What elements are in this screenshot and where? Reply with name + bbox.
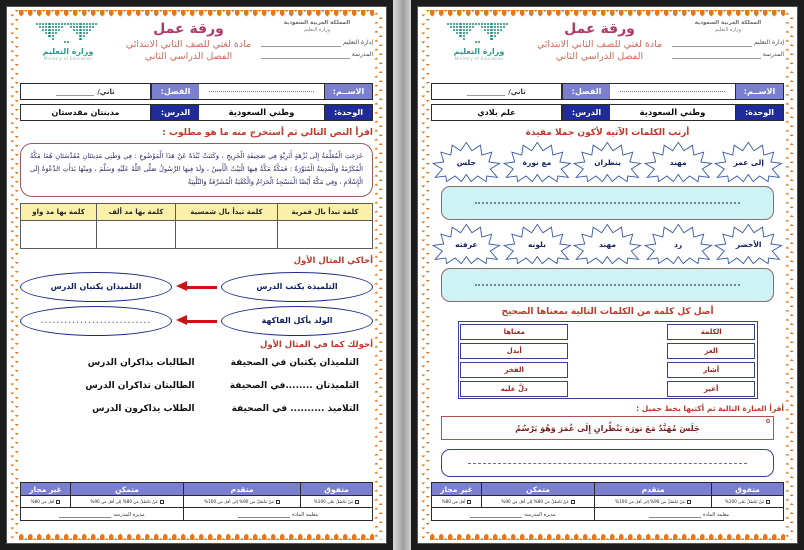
starburst-word xyxy=(431,223,502,265)
starburst-label: ينظران xyxy=(594,157,621,167)
starburst-label: مع نورة xyxy=(522,157,552,167)
starburst-word xyxy=(713,223,784,265)
answer-box-2[interactable] xyxy=(441,268,774,302)
name-label: الاســم: xyxy=(735,84,783,99)
term-line: الفصل الدراسي الثاني xyxy=(555,51,644,62)
school-blank[interactable] xyxy=(261,52,350,59)
sentence-prompt: الطالبتان تذاكران الدرس xyxy=(85,380,195,391)
sentence-answer[interactable]: التلميذان يكتبان في الصحيفة xyxy=(230,357,359,368)
name-class-row-left xyxy=(20,83,373,100)
match-word[interactable]: أغير xyxy=(667,381,755,397)
name-input[interactable] xyxy=(199,84,324,99)
starburst-label: رد xyxy=(674,239,683,249)
starburst-label: مهند xyxy=(599,239,617,249)
table-row xyxy=(21,220,373,248)
kingdom-line-1: المملكة العربية السعودية xyxy=(283,20,351,26)
reading-paragraph: خَرَجَتِ الْمُعَلِّمَةُ إِلَى نُزْهَةٍ أَثَرِيَّةٍ فِي صَحِيفَةِ الْخَرِيجِ ، وَكَتَبَتْ نُبْذَةً عَنْ هَذَا الْمَوْضُوعِ : فِي وَطَنِي مَدِينَتَانِ مُقَدَّسَتَانِ هُمَا مَكَّةُ الْمُكَرَّمَةُ وَالْمَدِينَةُ الْمُنَوَّرَةُ : فَمَكَّةُ مَكَّةُ فِيهَا الْبَيْتُ الْأَمِينُ ، وَلَدَ فِيهَا الرَّسُولُ صَلَّى اللَّهُ عَلَيْهِ وَسَلَّمَ ، وَمِنْهَا بَدَأَتِ الدَّعْوَةُ إِلَى الْإِسْلَامِ ، وَفِي مَكَّةَ أَيْضًا الْمَسْجِدُ الْحَرَامُ وَالْكَعْبَةُ الْمُشَرَّفَةُ وَالتَّلْبِيَةُ xyxy=(20,143,373,197)
signature-teacher[interactable]: معلمة المادة xyxy=(595,508,784,521)
match-header-word: الكلمة xyxy=(667,324,755,340)
subject-line: مادة لغتي للصف الثاني الابتدائي xyxy=(536,39,663,50)
unit-label: الوحدة: xyxy=(735,105,783,120)
yl-header-0: كلمة تبدأ بال قمرية xyxy=(277,203,372,220)
unit-value: وطني السعودية xyxy=(639,107,706,118)
arrow-icon xyxy=(176,318,217,324)
copy-sentence-box xyxy=(441,416,774,440)
kingdom-line-2: وزارة التعليم xyxy=(303,27,331,34)
name-class-row-right xyxy=(431,83,784,100)
pin-icon xyxy=(766,419,770,423)
grade-header-3: غير مجاز xyxy=(21,483,71,496)
ministry-logo-label: وزارة التعليم xyxy=(453,47,505,56)
unit-lesson-row-right xyxy=(431,104,784,121)
page-title: ورقة عمل xyxy=(564,21,635,37)
grade-header-2: متمكن xyxy=(70,483,183,496)
oval-source-2: الولد يأكل الفاكهة xyxy=(221,306,373,336)
instruction-copy: أقرأ العبارة التالية ثم أكتبها بخط جميل : xyxy=(636,404,784,413)
yl-answer-cell[interactable] xyxy=(277,220,372,248)
sentence-answer[interactable]: التلاميذ .......... في الصحيفة xyxy=(231,403,359,414)
match-meaning[interactable]: أبدل xyxy=(460,343,568,359)
ministry-logo-icon xyxy=(36,23,100,45)
match-meaning[interactable]: دلَّ عليه xyxy=(460,381,568,397)
oval-row-1 xyxy=(20,270,373,304)
oval-target-2[interactable]: ............................ xyxy=(20,306,172,336)
school-label: المدرسة xyxy=(762,50,784,58)
grade-header-1: متقدم xyxy=(595,483,712,496)
starburst-word xyxy=(502,141,573,183)
ministry-logo-block-left xyxy=(20,19,116,61)
oval-target-1: التلميذان يكتبان الدرس xyxy=(20,272,172,302)
list-item xyxy=(20,358,373,368)
heading-example: أحاكي المثال الأول xyxy=(293,255,373,266)
edu-admin-label: إدارة التعليم xyxy=(343,38,373,46)
grade-criteria-2[interactable]: مَنْ تَحْصُلُ من 80% إلى أقل من 90% xyxy=(70,496,183,508)
grade-criteria-3[interactable]: أقل من 80% xyxy=(432,496,482,508)
match-table xyxy=(458,321,758,399)
edu-admin-blank[interactable] xyxy=(261,40,341,47)
ministry-logo-label-en: Ministry of Education xyxy=(43,56,93,61)
starburst-word xyxy=(713,141,784,183)
starburst-word xyxy=(643,141,714,183)
arrow-icon xyxy=(176,284,217,290)
match-header-meaning: معناها xyxy=(460,324,568,340)
kingdom-block-left xyxy=(261,19,373,59)
list-item xyxy=(20,404,373,414)
answer-box-1[interactable] xyxy=(441,186,774,220)
term-line: الفصل الدراسي الثاني xyxy=(144,51,233,62)
copy-sentence-text: جَلَسَ مُهَنَّدٌ مَعَ نورَة يَنْظُرانِ إِلَى عُمَرَ وَهُوَ يَرْسُمُ xyxy=(515,423,700,433)
match-meaning[interactable]: الفخر xyxy=(460,362,568,378)
ministry-logo-label-en: Ministry of Education xyxy=(454,56,504,61)
ministry-logo-icon xyxy=(447,23,511,45)
yl-header-3: كلمة بها مد واو xyxy=(21,203,97,220)
name-input[interactable] xyxy=(610,84,735,99)
starburst-label: عرفته xyxy=(455,239,478,249)
sentence-list xyxy=(20,358,373,414)
grade-criteria-0[interactable]: مَنْ تَحْصُلُ على 100% xyxy=(301,496,373,508)
yl-answer-cell[interactable] xyxy=(21,220,97,248)
grade-criteria-3[interactable]: أقل من 80% xyxy=(21,496,71,508)
class-value-text: ثاني/ xyxy=(97,87,115,96)
kingdom-line-1: المملكة العربية السعودية xyxy=(694,20,762,26)
starburst-label: إلى عمر xyxy=(733,157,764,167)
match-word[interactable]: العز xyxy=(667,343,755,359)
starburst-row-2 xyxy=(431,222,784,266)
grade-header-0: متفوق xyxy=(301,483,373,496)
edu-admin-label: إدارة التعليم xyxy=(754,38,784,46)
yl-answer-cell[interactable] xyxy=(97,220,176,248)
starburst-label: بلونه xyxy=(527,239,546,249)
starburst-word xyxy=(572,141,643,183)
class-label: الفصل: xyxy=(151,84,199,99)
lesson-label: الدرس: xyxy=(562,105,610,120)
grade-criteria-2[interactable]: مَنْ تَحْصُلُ من 80% إلى أقل من 90% xyxy=(481,496,594,508)
starburst-word xyxy=(431,141,502,183)
school-blank[interactable] xyxy=(672,52,761,59)
oval-transform-group xyxy=(20,270,373,338)
ministry-logo-block-right xyxy=(431,19,527,61)
oval-row-2 xyxy=(20,304,373,338)
yl-header-1: كلمة تبدأ بال شمسية xyxy=(175,203,277,220)
title-block-right xyxy=(527,19,672,62)
edu-admin-blank[interactable] xyxy=(672,40,752,47)
starburst-label: مهند xyxy=(669,157,687,167)
ministry-logo-label: وزارة التعليم xyxy=(42,47,94,56)
starburst-row-1 xyxy=(431,140,784,184)
sentence-prompt: الطالبات يذاكران الدرس xyxy=(87,357,195,368)
signature-principal[interactable]: مديرة المدرسة xyxy=(432,508,595,521)
lesson-value-left: مدينتان مقدستان xyxy=(21,105,151,120)
table-row xyxy=(459,322,757,341)
starburst-word xyxy=(502,223,573,265)
sentence-prompt: الطلاب يذاكرون الدرس xyxy=(92,403,195,414)
worksheet-page-right xyxy=(411,0,804,550)
starburst-label: جلس xyxy=(456,157,476,167)
unit-label: الوحدة: xyxy=(324,105,372,120)
sentence-answer[interactable]: التلميذتان ........في الصحيفة xyxy=(229,380,359,391)
grade-header-0: متفوق xyxy=(712,483,784,496)
page-title: ورقة عمل xyxy=(153,21,224,37)
class-value-text: ثاني/ xyxy=(508,87,526,96)
instruction-arrange: أرتب الكلمات الآتية لأكون جملا مفيدة xyxy=(525,128,690,138)
list-item xyxy=(20,381,373,391)
starburst-word xyxy=(643,223,714,265)
starburst-label: الأخضر xyxy=(735,239,762,249)
instruction-read: اقرأ النص التالي ثم أستخرج منه ما هو مطلوب : xyxy=(162,128,373,138)
handwriting-box[interactable] xyxy=(441,449,774,477)
signature-principal[interactable]: مديرة المدرسة xyxy=(21,508,184,521)
class-label: الفصل: xyxy=(562,84,610,99)
table-row xyxy=(21,203,373,220)
subject-line: مادة لغتي للصف الثاني الابتدائي xyxy=(125,39,252,50)
word-extraction-table xyxy=(20,203,373,249)
signature-teacher[interactable]: معلمة المادة xyxy=(184,508,373,521)
lesson-label: الدرس: xyxy=(151,105,199,120)
page-header-left xyxy=(20,19,373,79)
starburst-word xyxy=(572,223,643,265)
name-label: الاســم: xyxy=(324,84,372,99)
unit-value: وطني السعودية xyxy=(228,107,295,118)
title-block-left xyxy=(116,19,261,62)
school-label: المدرسة xyxy=(351,50,373,58)
yl-answer-cell[interactable] xyxy=(175,220,277,248)
class-value[interactable] xyxy=(21,84,151,99)
grade-criteria-1[interactable]: مَنْ تَحْصُلُ من 90% إلى أقل من 100% xyxy=(595,496,712,508)
worksheet-page-left xyxy=(0,0,393,550)
page-gutter xyxy=(393,0,411,550)
kingdom-block-right xyxy=(672,19,784,59)
kingdom-line-2: وزارة التعليم xyxy=(714,27,742,34)
page-header-right xyxy=(431,19,784,79)
lesson-value-right: علم بلادي xyxy=(432,105,562,120)
heading-transform: أحولك كما في المثال الأول xyxy=(259,339,373,350)
class-value[interactable] xyxy=(432,84,562,99)
grade-header-3: غير مجاز xyxy=(432,483,482,496)
match-table-wrapper xyxy=(431,321,784,399)
unit-lesson-row-left xyxy=(20,104,373,121)
grade-header-1: متقدم xyxy=(184,483,301,496)
grade-criteria-1[interactable]: مَنْ تَحْصُلُ من 90% إلى أقل من 100% xyxy=(184,496,301,508)
match-word[interactable]: أشار xyxy=(667,362,755,378)
grade-criteria-0[interactable]: مَنْ تَحْصُلُ على 100% xyxy=(712,496,784,508)
match-draw-area[interactable] xyxy=(570,322,666,398)
yl-header-2: كلمة بها مد ألف xyxy=(97,203,176,220)
grade-header-2: متمكن xyxy=(481,483,594,496)
oval-source-1: التلميذة يكتب الدرس xyxy=(221,272,373,302)
instruction-match: أصل كل كلمة من الكلمات التالية بمعناها الصحيح xyxy=(501,307,714,317)
